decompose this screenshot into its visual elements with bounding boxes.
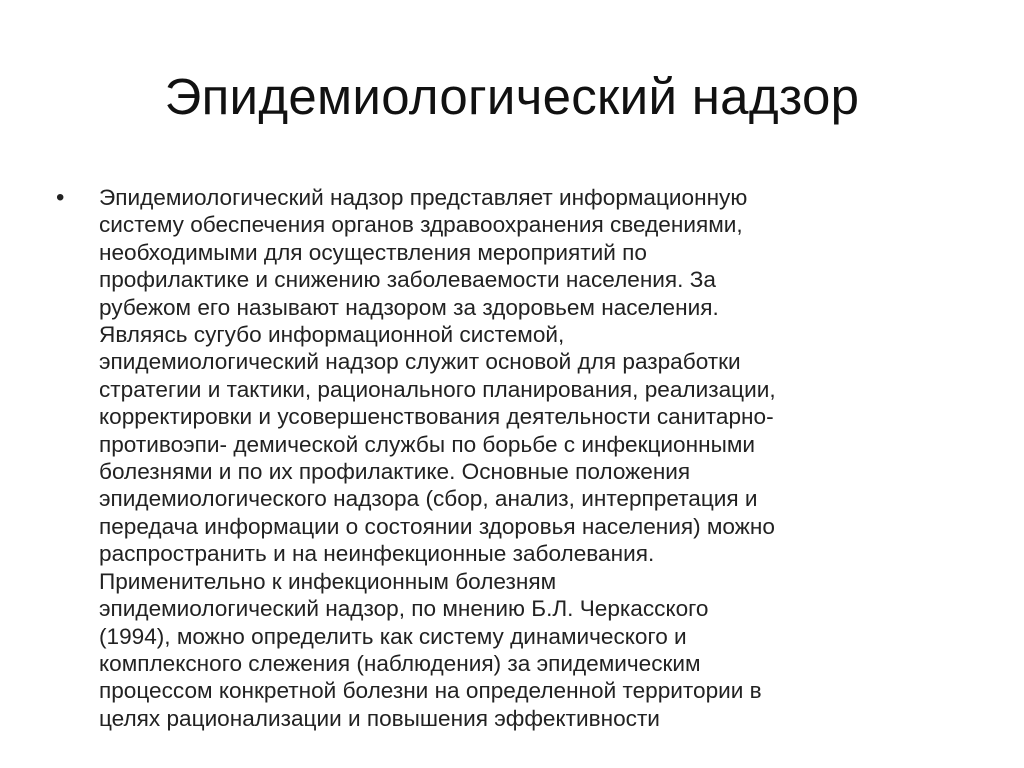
bullet-paragraph: Эпидемиологический надзор представляет информационную систему обеспечения органов здравоохранения сведениями, необходимыми для осуществления мероприятий по профилактике и снижению заболеваемости населения. За рубежом его называют надзором за здоровьем населения. Являясь сугубо информационной системой, эпидемиологический надзор служит основой для разработки стратегии и тактики, рационального планирования, реализации, корректировки и усовершенствования деятельности санитарно- противоэпи- демической службы по борьбе с инфекционными болезнями и по их профилактике. Основные положения эпидемиологического надзора (сбор, анализ, интерпретация и передача информации о состоянии здоровья населения) можно распространить и на неинфекционные заболевания. Применительно к инфекционным болезням эпидемиологический надзор, по мнению Б.Л. Черкасского (1994), можно определить как систему динамического и комплексного слежения (наблюдения) за эпидемическим процессом конкретной болезни на определенной территории в целях рационализации и повышения эффективности — [99, 185, 776, 731]
bullet-icon: • — [56, 184, 65, 211]
slide-title: Эпидемиологический надзор — [164, 68, 860, 125]
